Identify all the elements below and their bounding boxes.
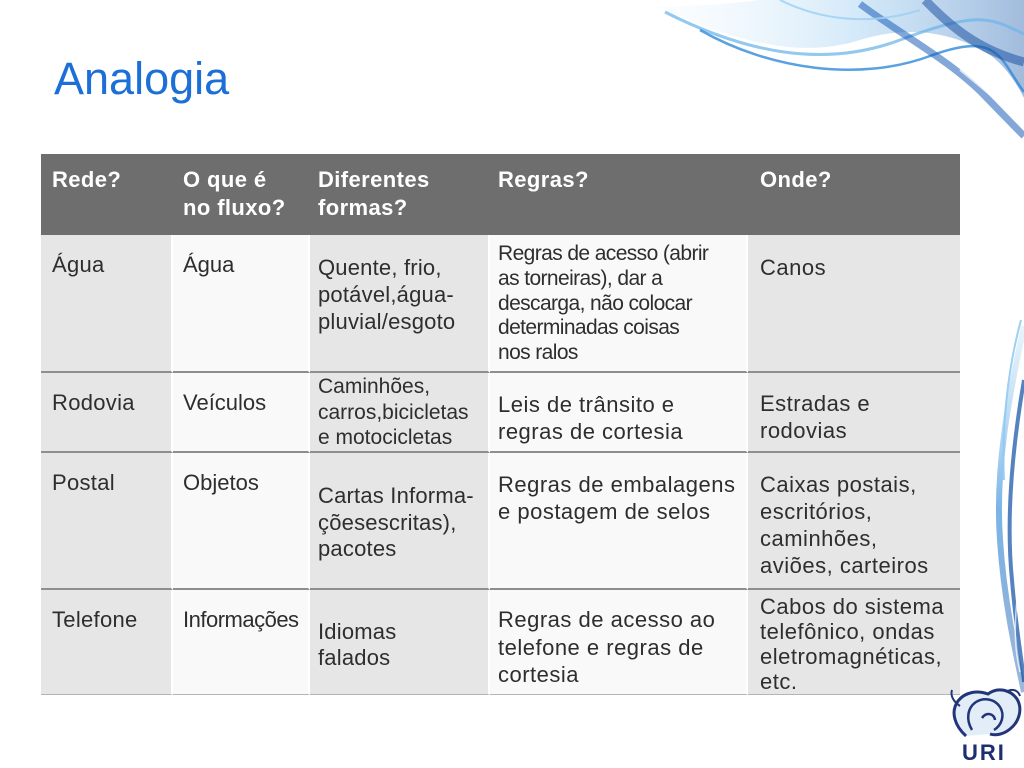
cell-regras: Regras de acesso (abrir as torneiras), dar a descarga, não colocar determinadas coisas nos ralos <box>490 235 748 373</box>
cell-rede: Rodovia <box>41 373 173 453</box>
uri-logo-text: URI <box>962 740 1006 765</box>
cell-regras: Regras de acesso ao telefone e regras de cortesia <box>490 590 748 695</box>
cell-onde: Estradas e rodovias <box>748 373 960 453</box>
slide-title: Analogia <box>54 53 230 104</box>
cell-o-que-e-no-fluxo: Objetos <box>173 453 310 590</box>
cell-regras: Leis de trânsito e regras de cortesia <box>490 373 748 453</box>
cell-diferentes-formas: Caminhões, carros,bicicletas e motocicletas <box>310 373 490 453</box>
analogy-table <box>41 154 960 695</box>
cell-onde: Canos <box>748 235 960 373</box>
header-onde: Onde? <box>748 154 960 235</box>
cell-diferentes-formas: Idiomas falados <box>310 590 490 695</box>
header-o-que-e-no-fluxo: O que é no fluxo? <box>173 154 310 235</box>
uri-emblem-icon <box>944 684 1024 742</box>
cell-onde: Cabos do sistema telefônico, ondas eletromagnéticas, etc. <box>748 590 960 695</box>
cell-regras: Regras de embalagens e postagem de selos <box>490 453 748 590</box>
header-regras: Regras? <box>490 154 748 235</box>
header-diferentes-formas: Diferentes formas? <box>310 154 490 235</box>
cell-diferentes-formas: Cartas Informa-çõesescritas), pacotes <box>310 453 490 590</box>
cell-onde: Caixas postais, escritórios, caminhões, aviões, carteiros <box>748 453 960 590</box>
header-rede: Rede? <box>41 154 173 235</box>
cell-rede: Telefone <box>41 590 173 695</box>
cell-o-que-e-no-fluxo: Água <box>173 235 310 373</box>
cell-diferentes-formas: Quente, frio, potável,água-pluvial/esgoto <box>310 235 490 373</box>
cell-o-que-e-no-fluxo: Veículos <box>173 373 310 453</box>
cell-rede: Postal <box>41 453 173 590</box>
cell-o-que-e-no-fluxo: Informações <box>173 590 310 695</box>
cell-rede: Água <box>41 235 173 373</box>
